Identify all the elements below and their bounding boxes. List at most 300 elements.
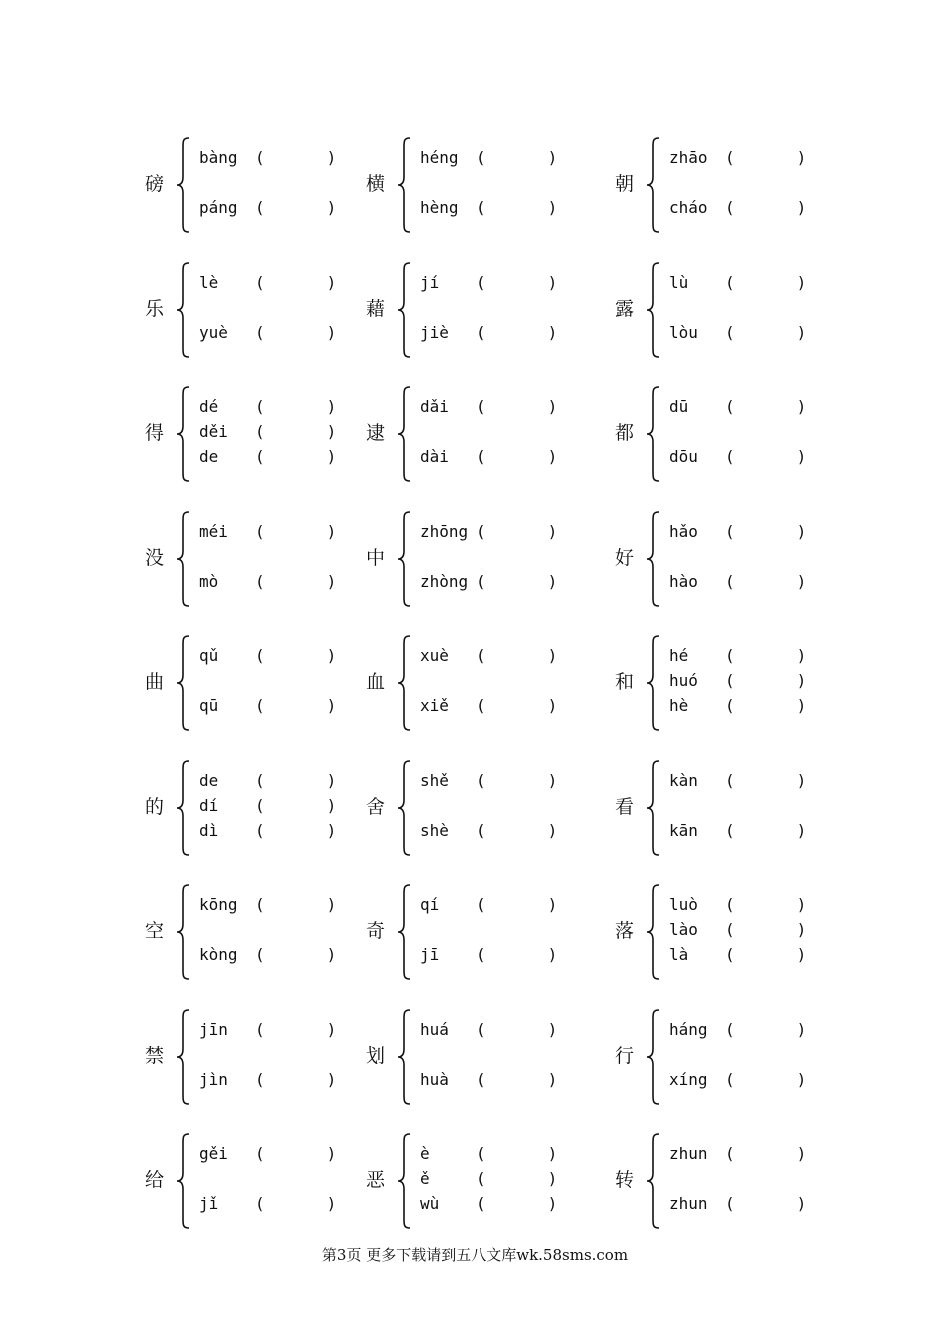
answer-blank-open: ( (476, 1169, 486, 1188)
answer-blank-open: ( (476, 521, 486, 541)
answer-blank-close: ) (547, 895, 558, 914)
answer-blank-open: ( (255, 198, 265, 217)
answer-blank-close: ) (326, 521, 337, 541)
exercise-row (0, 1131, 950, 1231)
answer-blank-open: ( (476, 1144, 486, 1163)
pinyin: lù (669, 272, 689, 292)
answer-blank-open: ( (255, 895, 265, 914)
answer-blank-close: ) (796, 571, 807, 591)
polyphonic-character: 的 (145, 795, 165, 818)
pinyin-reading-line (420, 197, 557, 219)
answer-blank-close: ) (326, 770, 337, 790)
curly-brace-icon (645, 758, 663, 858)
character-item (366, 260, 606, 360)
pinyin: zhun (669, 1144, 708, 1163)
pinyin: zhòng (420, 571, 469, 591)
pinyin: dài (420, 447, 449, 466)
answer-blank-close: ) (326, 422, 337, 441)
answer-blank-close: ) (796, 322, 807, 342)
answer-blank-open: ( (255, 1144, 265, 1163)
curly-brace-icon (396, 882, 414, 982)
answer-blank-close: ) (796, 696, 807, 715)
character-item (615, 758, 855, 858)
pinyin: shè (420, 820, 449, 840)
pinyin-reading-line (199, 795, 336, 817)
polyphonic-character: 磅 (145, 173, 165, 195)
answer-blank-close: ) (547, 646, 558, 665)
curly-brace-icon (645, 633, 663, 733)
pinyin-reading-line (199, 197, 336, 219)
curly-brace-icon (175, 135, 193, 235)
curly-brace-icon (175, 1131, 193, 1231)
answer-blank-open: ( (476, 397, 486, 416)
pinyin-reading-line (420, 1019, 557, 1041)
answer-blank-open: ( (725, 447, 735, 466)
answer-blank-open: ( (255, 1194, 265, 1213)
curly-brace-icon (645, 1007, 663, 1107)
answer-blank-open: ( (255, 1069, 265, 1089)
answer-blank-open: ( (255, 148, 265, 167)
answer-blank-close: ) (547, 770, 558, 790)
pinyin-reading-line (669, 695, 806, 717)
pinyin: hè (669, 696, 689, 715)
pinyin-reading-line (199, 571, 336, 593)
character-item (366, 633, 606, 733)
pinyin-reading-line (199, 1193, 336, 1215)
answer-blank-close: ) (547, 1144, 558, 1163)
pinyin-reading-line (199, 521, 336, 543)
character-item (615, 1007, 855, 1107)
pinyin: kàn (669, 770, 698, 790)
pinyin-reading-line (669, 919, 806, 941)
pinyin-reading-line (420, 272, 557, 294)
curly-brace-icon (645, 260, 663, 360)
polyphonic-character: 恶 (366, 1169, 386, 1191)
answer-blank-close: ) (326, 447, 337, 466)
character-item (145, 1131, 385, 1231)
pinyin: de (199, 447, 219, 466)
polyphonic-character: 奇 (366, 920, 386, 942)
character-item (145, 882, 385, 982)
answer-blank-open: ( (476, 198, 486, 217)
answer-blank-open: ( (255, 521, 265, 541)
answer-blank-open: ( (255, 571, 265, 591)
pinyin-reading-line (669, 147, 806, 169)
answer-blank-close: ) (547, 447, 558, 466)
character-item (615, 135, 855, 235)
answer-blank-close: ) (326, 820, 337, 840)
pinyin: xíng (669, 1069, 708, 1089)
answer-blank-open: ( (255, 447, 265, 466)
character-item (366, 758, 606, 858)
pinyin: jiè (420, 322, 449, 342)
curly-brace-icon (175, 260, 193, 360)
answer-blank-close: ) (326, 895, 337, 914)
pinyin: zhun (669, 1194, 708, 1213)
answer-blank-open: ( (476, 571, 486, 591)
curly-brace-icon (645, 509, 663, 609)
curly-brace-icon (396, 1131, 414, 1231)
answer-blank-open: ( (725, 1069, 735, 1089)
exercise-row (0, 135, 950, 235)
polyphonic-character: 转 (615, 1169, 635, 1191)
pinyin-reading-line (199, 272, 336, 294)
answer-blank-open: ( (476, 696, 486, 715)
answer-blank-open: ( (725, 820, 735, 840)
answer-blank-open: ( (476, 770, 486, 790)
exercise-row (0, 384, 950, 484)
answer-blank-close: ) (326, 322, 337, 342)
polyphonic-character: 得 (145, 422, 165, 444)
answer-blank-open: ( (255, 322, 265, 342)
pinyin: háng (669, 1019, 708, 1039)
pinyin: dōu (669, 447, 698, 466)
character-item (366, 135, 606, 235)
answer-blank-open: ( (476, 1019, 486, 1039)
pinyin: jìn (199, 1069, 228, 1089)
pinyin-reading-line (420, 396, 557, 418)
answer-blank-close: ) (796, 945, 807, 964)
pinyin-reading-line (199, 645, 336, 667)
pinyin: dí (199, 795, 219, 815)
pinyin: lòu (669, 322, 698, 342)
answer-blank-open: ( (476, 1194, 486, 1213)
pinyin-reading-line (669, 1069, 806, 1091)
pinyin-reading-line (420, 695, 557, 717)
pinyin: hèng (420, 198, 459, 217)
character-item (615, 1131, 855, 1231)
answer-blank-close: ) (547, 148, 558, 167)
pinyin: yuè (199, 322, 228, 342)
pinyin: zhōng (420, 521, 469, 541)
pinyin-reading-line (199, 1143, 336, 1165)
pinyin: kān (669, 820, 698, 840)
character-item (145, 1007, 385, 1107)
polyphonic-character: 舍 (366, 795, 386, 818)
answer-blank-open: ( (725, 521, 735, 541)
curly-brace-icon (645, 135, 663, 235)
character-item (615, 260, 855, 360)
character-item (615, 384, 855, 484)
answer-blank-open: ( (725, 895, 735, 914)
pinyin: là (669, 945, 689, 964)
curly-brace-icon (175, 758, 193, 858)
pinyin: qí (420, 895, 440, 914)
pinyin-reading-line (669, 944, 806, 966)
pinyin: děi (199, 422, 228, 441)
answer-blank-close: ) (547, 521, 558, 541)
answer-blank-close: ) (796, 820, 807, 840)
answer-blank-close: ) (326, 198, 337, 217)
answer-blank-open: ( (255, 422, 265, 441)
pinyin-reading-line (420, 894, 557, 916)
pinyin-reading-line (420, 944, 557, 966)
answer-blank-close: ) (326, 646, 337, 665)
character-item (615, 633, 855, 733)
answer-blank-open: ( (255, 696, 265, 715)
curly-brace-icon (175, 1007, 193, 1107)
character-item (145, 758, 385, 858)
answer-blank-close: ) (796, 1194, 807, 1213)
pinyin-reading-line (420, 1168, 557, 1190)
pinyin-reading-line (669, 521, 806, 543)
answer-blank-open: ( (476, 820, 486, 840)
exercise-row (0, 509, 950, 609)
answer-blank-open: ( (476, 646, 486, 665)
pinyin: dì (199, 820, 219, 840)
pinyin: bàng (199, 148, 238, 167)
answer-blank-close: ) (547, 945, 558, 964)
exercise-row (0, 758, 950, 858)
character-item (366, 509, 606, 609)
pinyin: héng (420, 148, 459, 167)
answer-blank-close: ) (326, 1019, 337, 1039)
answer-blank-open: ( (255, 945, 265, 964)
answer-blank-close: ) (796, 1019, 807, 1039)
answer-blank-close: ) (326, 1069, 337, 1089)
polyphonic-character: 朝 (615, 173, 635, 195)
pinyin-reading-line (199, 322, 336, 344)
curly-brace-icon (396, 633, 414, 733)
pinyin: gěi (199, 1144, 228, 1163)
pinyin-reading-line (420, 1143, 557, 1165)
curly-brace-icon (396, 509, 414, 609)
pinyin: zhāo (669, 148, 708, 167)
answer-blank-open: ( (725, 920, 735, 939)
answer-blank-close: ) (547, 1019, 558, 1039)
pinyin: cháo (669, 198, 708, 217)
curly-brace-icon (175, 509, 193, 609)
exercise-row (0, 882, 950, 982)
pinyin-reading-line (420, 1193, 557, 1215)
polyphonic-character: 曲 (145, 671, 165, 693)
answer-blank-open: ( (725, 696, 735, 715)
pinyin: jí (420, 272, 440, 292)
pinyin: lè (199, 272, 219, 292)
pinyin-reading-line (199, 421, 336, 443)
pinyin-reading-line (669, 820, 806, 842)
answer-blank-close: ) (326, 272, 337, 292)
page-footer: 第3页 更多下载请到五八文库wk.58sms.com (321, 1246, 629, 1264)
answer-blank-open: ( (255, 397, 265, 416)
pinyin-reading-line (669, 571, 806, 593)
character-item (615, 882, 855, 982)
curly-brace-icon (645, 1131, 663, 1231)
pinyin-reading-line (199, 894, 336, 916)
answer-blank-close: ) (796, 646, 807, 665)
pinyin: xiě (420, 696, 449, 715)
pinyin-reading-line (199, 770, 336, 792)
answer-blank-open: ( (255, 646, 265, 665)
polyphonic-character: 禁 (145, 1044, 165, 1067)
character-item (366, 384, 606, 484)
polyphonic-character: 横 (366, 173, 386, 195)
answer-blank-close: ) (547, 272, 558, 292)
pinyin-reading-line (199, 695, 336, 717)
answer-blank-close: ) (547, 322, 558, 342)
answer-blank-close: ) (326, 1144, 337, 1163)
answer-blank-close: ) (796, 521, 807, 541)
answer-blank-open: ( (725, 770, 735, 790)
pinyin: huá (420, 1019, 449, 1039)
pinyin: shě (420, 770, 449, 790)
polyphonic-character: 中 (366, 546, 386, 569)
pinyin: dǎi (420, 397, 449, 416)
pinyin-reading-line (199, 944, 336, 966)
answer-blank-close: ) (796, 1069, 807, 1089)
pinyin: è (420, 1144, 430, 1163)
pinyin: xuè (420, 646, 449, 665)
answer-blank-close: ) (796, 770, 807, 790)
pinyin: méi (199, 521, 228, 541)
answer-blank-open: ( (255, 770, 265, 790)
answer-blank-close: ) (796, 272, 807, 292)
answer-blank-close: ) (326, 945, 337, 964)
answer-blank-close: ) (326, 571, 337, 591)
curly-brace-icon (396, 384, 414, 484)
answer-blank-open: ( (255, 1019, 265, 1039)
answer-blank-open: ( (476, 945, 486, 964)
pinyin-reading-line (669, 322, 806, 344)
curly-brace-icon (396, 1007, 414, 1107)
answer-blank-close: ) (796, 920, 807, 939)
pinyin: qǔ (199, 646, 219, 665)
pinyin: hé (669, 646, 689, 665)
answer-blank-close: ) (796, 397, 807, 416)
answer-blank-open: ( (725, 148, 735, 167)
polyphonic-character: 没 (145, 546, 165, 569)
answer-blank-close: ) (547, 571, 558, 591)
pinyin: huó (669, 671, 698, 690)
answer-blank-open: ( (476, 272, 486, 292)
pinyin-reading-line (669, 446, 806, 468)
answer-blank-open: ( (725, 322, 735, 342)
answer-blank-close: ) (547, 1194, 558, 1213)
curly-brace-icon (175, 384, 193, 484)
answer-blank-open: ( (476, 895, 486, 914)
answer-blank-close: ) (547, 397, 558, 416)
answer-blank-open: ( (725, 671, 735, 690)
answer-blank-open: ( (725, 1019, 735, 1039)
pinyin-reading-line (669, 1019, 806, 1041)
polyphonic-character: 和 (615, 671, 635, 693)
pinyin-reading-line (420, 645, 557, 667)
exercise-row (0, 1007, 950, 1107)
answer-blank-close: ) (796, 447, 807, 466)
answer-blank-close: ) (796, 1144, 807, 1163)
polyphonic-character: 逮 (366, 422, 386, 444)
pinyin: qū (199, 696, 219, 715)
answer-blank-close: ) (547, 696, 558, 715)
polyphonic-character: 看 (615, 795, 635, 818)
polyphonic-character: 空 (145, 920, 165, 942)
answer-blank-close: ) (547, 820, 558, 840)
curly-brace-icon (645, 384, 663, 484)
answer-blank-open: ( (725, 198, 735, 217)
pinyin: hǎo (669, 521, 698, 541)
pinyin: dé (199, 397, 219, 416)
answer-blank-close: ) (796, 148, 807, 167)
polyphonic-character: 给 (145, 1169, 165, 1191)
character-item (366, 1131, 606, 1231)
polyphonic-character: 乐 (145, 297, 165, 320)
pinyin: kòng (199, 945, 238, 964)
pinyin: jīn (199, 1019, 228, 1039)
polyphonic-character: 都 (615, 422, 635, 444)
polyphonic-character: 划 (366, 1044, 386, 1067)
curly-brace-icon (396, 260, 414, 360)
pinyin-reading-line (199, 396, 336, 418)
answer-blank-open: ( (725, 945, 735, 964)
pinyin-reading-line (199, 1019, 336, 1041)
pinyin: jǐ (199, 1194, 219, 1213)
pinyin-reading-line (199, 147, 336, 169)
answer-blank-open: ( (476, 322, 486, 342)
character-item (145, 260, 385, 360)
answer-blank-open: ( (476, 148, 486, 167)
pinyin: páng (199, 198, 238, 217)
polyphonic-character: 行 (615, 1044, 635, 1067)
pinyin-reading-line (669, 197, 806, 219)
curly-brace-icon (396, 135, 414, 235)
answer-blank-open: ( (255, 272, 265, 292)
answer-blank-open: ( (725, 1194, 735, 1213)
answer-blank-open: ( (725, 1144, 735, 1163)
curly-brace-icon (175, 633, 193, 733)
pinyin: ě (420, 1169, 430, 1188)
character-item (366, 1007, 606, 1107)
character-item (145, 633, 385, 733)
pinyin-reading-line (420, 1069, 557, 1091)
pinyin-reading-line (669, 1143, 806, 1165)
answer-blank-open: ( (725, 272, 735, 292)
answer-blank-close: ) (326, 397, 337, 416)
pinyin: luò (669, 895, 698, 914)
pinyin-reading-line (199, 446, 336, 468)
answer-blank-open: ( (476, 447, 486, 466)
answer-blank-open: ( (725, 571, 735, 591)
character-item (145, 509, 385, 609)
answer-blank-close: ) (796, 198, 807, 217)
pinyin-reading-line (669, 396, 806, 418)
pinyin-reading-line (199, 820, 336, 842)
polyphonic-character: 好 (615, 546, 635, 569)
pinyin-reading-line (669, 272, 806, 294)
pinyin-reading-line (420, 521, 557, 543)
answer-blank-open: ( (255, 795, 265, 815)
pinyin: kōng (199, 895, 238, 914)
pinyin-reading-line (669, 770, 806, 792)
character-item (366, 882, 606, 982)
exercise-row (0, 633, 950, 733)
answer-blank-open: ( (255, 820, 265, 840)
exercise-row (0, 260, 950, 360)
answer-blank-close: ) (547, 1169, 558, 1188)
pinyin-reading-line (199, 1069, 336, 1091)
curly-brace-icon (175, 882, 193, 982)
pinyin-reading-line (669, 1193, 806, 1215)
pinyin-reading-line (420, 322, 557, 344)
character-item (145, 135, 385, 235)
curly-brace-icon (396, 758, 414, 858)
pinyin-reading-line (669, 645, 806, 667)
pinyin: lào (669, 920, 698, 939)
pinyin: de (199, 770, 219, 790)
answer-blank-open: ( (476, 1069, 486, 1089)
polyphonic-character: 露 (615, 297, 635, 320)
answer-blank-close: ) (796, 895, 807, 914)
answer-blank-open: ( (725, 646, 735, 665)
